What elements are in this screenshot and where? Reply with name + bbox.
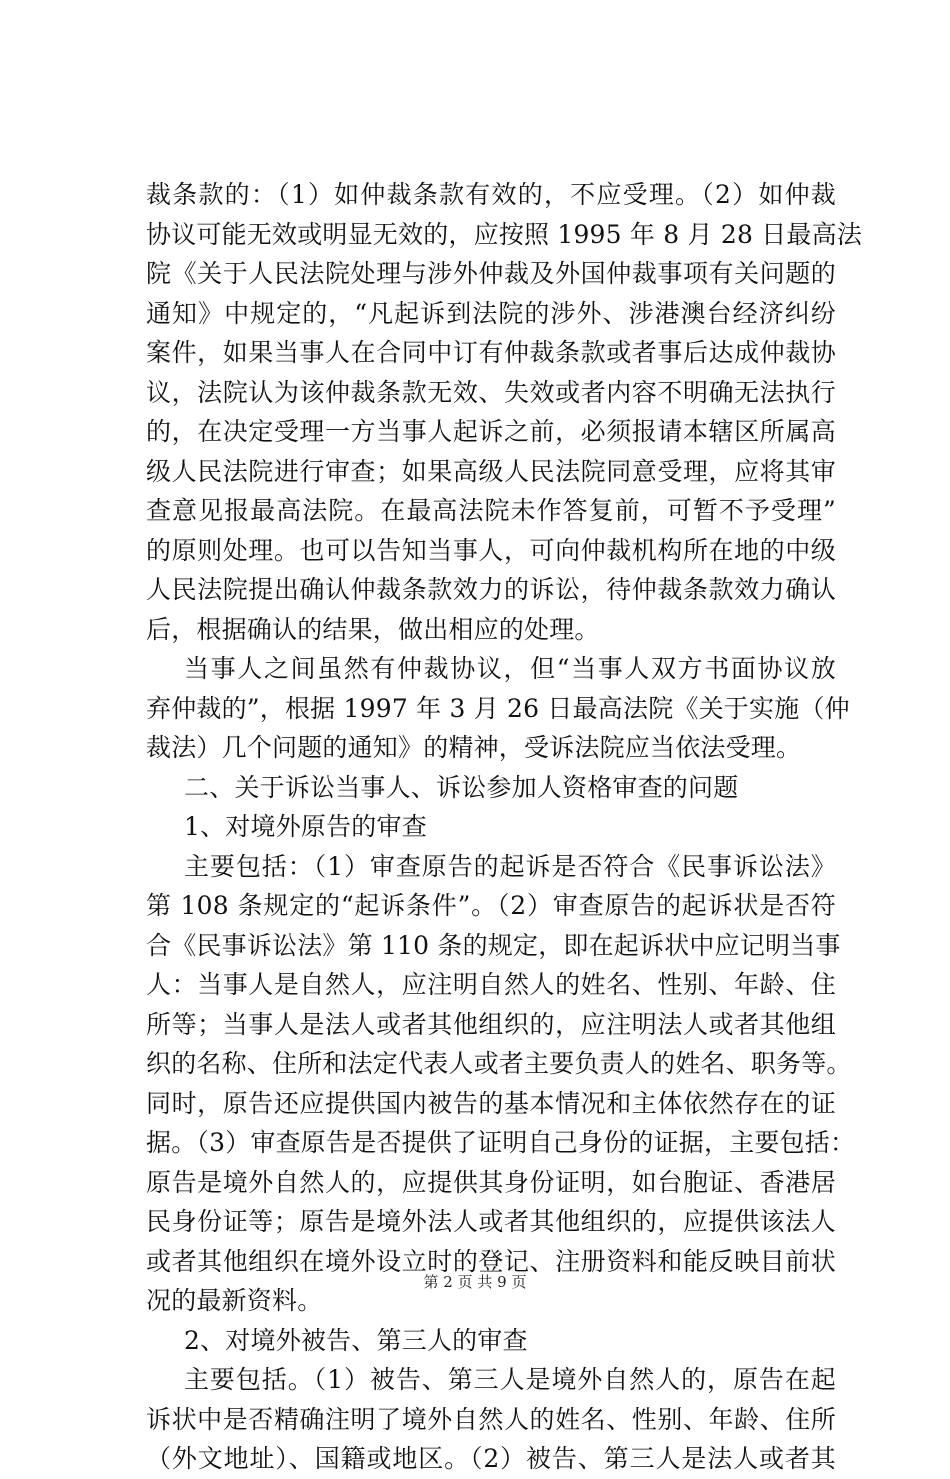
text-line: 或者其他组织在境外设立时的登记、注册资料和能反映目前状 — [146, 1246, 836, 1276]
text-line: 主要包括。（1）被告、第三人是境外自然人的，原告在起 — [184, 1365, 836, 1394]
text-line: 诉状中是否精确注明了境外自然人的姓名、性别、年龄、住所 — [146, 1404, 836, 1434]
text-line: （外文地址）、国籍或地区。（2）被告、第三人是法人或者其 — [146, 1444, 836, 1473]
section-heading: 二、关于诉讼当事人、诉讼参加人资格审查的问题 — [184, 772, 739, 802]
page-footer: 第 2 页 共 9 页 — [423, 1273, 527, 1291]
subsection-heading: 1、对境外原告的审查 — [184, 812, 427, 841]
text-line: 合《民事诉讼法》第 110 条的规定，即在起诉状中应记明当事 — [146, 930, 841, 960]
text-line: 况的最新资料。 — [146, 1286, 323, 1315]
text-line: 所等；当事人是法人或者其他组织的，应注明法人或者其他组 — [146, 1009, 836, 1039]
text-line: 原告是境外自然人的，应提供其身份证明，如台胞证、香港居 — [146, 1167, 836, 1197]
text-line: 同时，原告还应提供国内被告的基本情况和主体依然存在的证 — [146, 1088, 836, 1118]
text-line: 议，法院认为该仲裁条款无效、失效或者内容不明确无法执行 — [146, 377, 836, 407]
text-line: 主要包括：（1）审查原告的起诉是否符合《民事诉讼法》 — [184, 851, 836, 881]
text-line: 裁条款的：（1）如仲裁条款有效的，不应受理。（2）如仲裁 — [146, 180, 836, 209]
text-line: 查意见报最高法院。在最高法院未作答复前，可暂不予受理” — [146, 496, 836, 525]
text-line: 后，根据确认的结果，做出相应的处理。 — [146, 614, 600, 644]
text-line: 织的名称、住所和法定代表人或者主要负责人的姓名、职务等。 — [146, 1049, 852, 1078]
text-line: 级人民法院进行审查；如果高级人民法院同意受理，应将其审 — [146, 456, 836, 486]
text-line: 协议可能无效或明显无效的，应按照 1995 年 8 月 28 日最高法 — [146, 219, 863, 249]
text-line: 案件，如果当事人在合同中订有仲裁条款或者事后达成仲裁协 — [146, 338, 836, 367]
text-line: 据。（3）审查原告是否提供了证明自己身份的证据，主要包括： — [146, 1128, 856, 1157]
text-line: 院《关于人民法院处理与涉外仲裁及外国仲裁事项有关问题的 — [146, 259, 836, 288]
text-line: 裁法）几个问题的通知》的精神，受诉法院应当依法受理。 — [146, 733, 802, 762]
subsection-heading: 2、对境外被告、第三人的审查 — [184, 1325, 528, 1355]
text-line: 人民法院提出确认仲裁条款效力的诉讼，待仲裁条款效力确认 — [146, 575, 836, 604]
text-line: 通知》中规定的，“凡起诉到法院的涉外、涉港澳台经济纠纷 — [146, 298, 836, 328]
text-line: 弃仲裁的”，根据 1997 年 3 月 26 日最高法院《关于实施（仲 — [146, 693, 850, 723]
text-line: 人：当事人是自然人，应注明自然人的姓名、性别、年龄、住 — [146, 970, 836, 999]
text-line: 民身份证等；原告是境外法人或者其他组织的，应提供该法人 — [146, 1207, 836, 1236]
text-line: 当事人之间虽然有仲裁协议，但“当事人双方书面协议放 — [184, 654, 836, 683]
text-line: 第 108 条规定的“起诉条件”。（2）审查原告的起诉状是否符 — [146, 891, 836, 920]
text-line: 的，在决定受理一方当事人起诉之前，必须报请本辖区所属高 — [146, 417, 836, 446]
text-line: 的原则处理。也可以告知当事人，可向仲裁机构所在地的中级 — [146, 535, 836, 565]
